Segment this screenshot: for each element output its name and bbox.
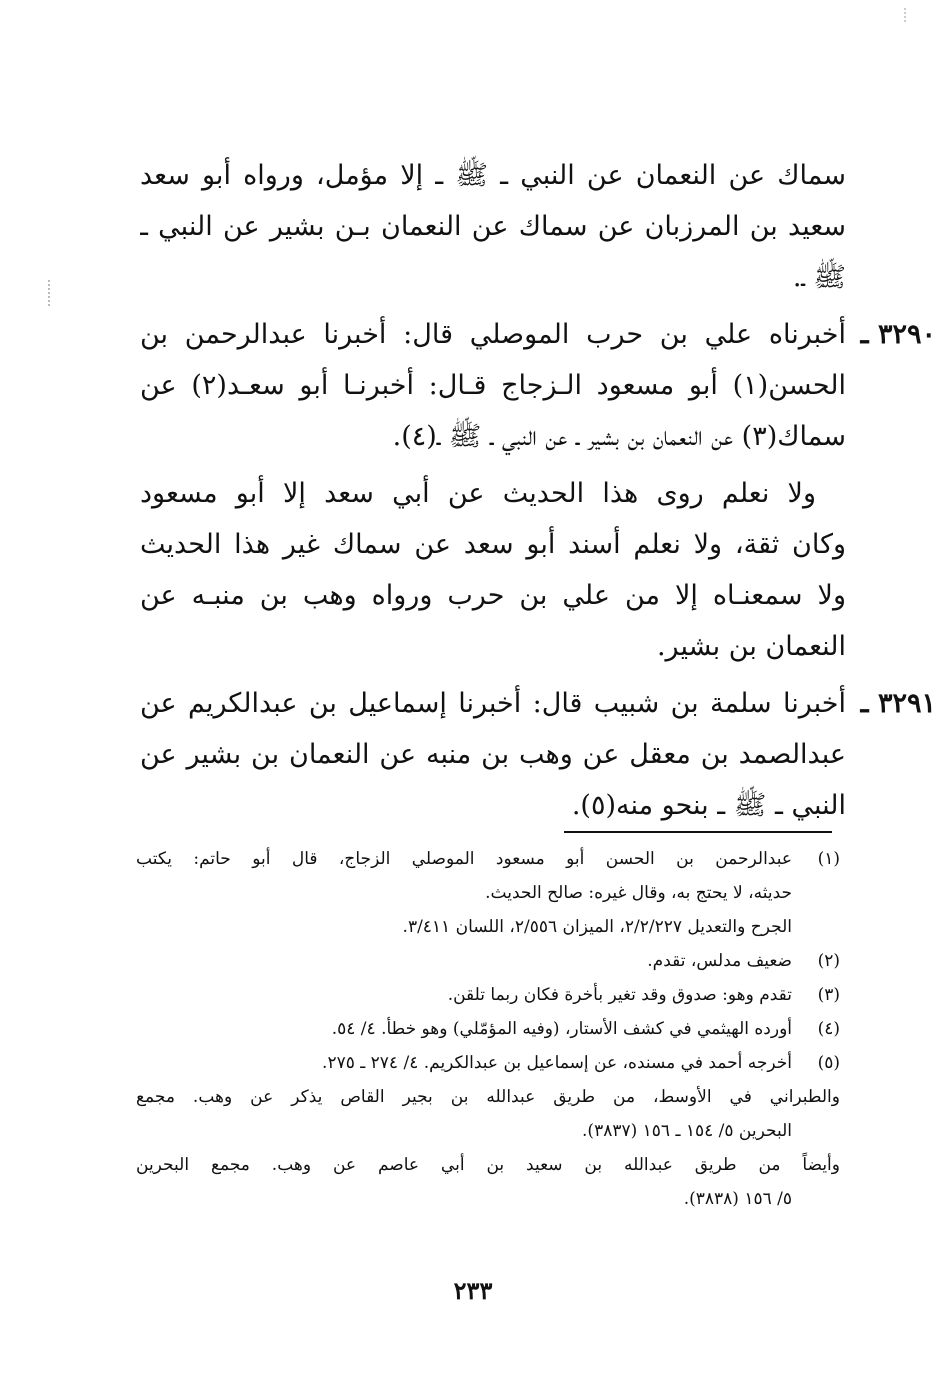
- text-line: ولا سمعنـاه إلا من علي بن حرب ورواه وهب بن منبـه عن: [140, 580, 846, 611]
- commentary-paragraph: [140, 468, 846, 672]
- hadith-entry-3291: [140, 678, 936, 831]
- footnote-line: ضعيف مدلس، تقدم.: [647, 951, 792, 971]
- footnote-divider: [564, 831, 832, 833]
- hadith-number: ٣٢٩٠ ـ: [860, 319, 936, 350]
- hadith-number: ٣٢٩١ ـ: [860, 688, 936, 719]
- hadith-entry-3290: [140, 309, 936, 462]
- text-line: النبي ـ ﷺ ـ بنحو منه(٥).: [571, 790, 846, 821]
- footnote-number: (١): [817, 849, 840, 869]
- footnote-2: [136, 944, 840, 978]
- footnote-line: حديثه، لا يحتج به، وقال غيره: صالح الحديث.: [485, 883, 792, 903]
- footnote-number: (٣): [817, 985, 840, 1005]
- footnote-number: (٢): [817, 951, 840, 971]
- intro-paragraph: [140, 150, 846, 303]
- footnote-line: والطبراني في الأوسط، من طريق عبدالله بن بجير القاص يذكر عن وهب. مجمع: [136, 1087, 840, 1107]
- text-line: النعمان بن بشير.: [656, 631, 846, 662]
- footnote-line: الجرح والتعديل ٢/٢/٢٢٧، الميزان ٢/٥٥٦، اللسان ٣/٤١١.: [402, 917, 792, 937]
- text-line: أخبرناه علي بن حرب الموصلي قال: أخبرنا عبدالرحمن بن: [140, 319, 846, 350]
- footnote-line: أورده الهيثمي في كشف الأستار، (وفيه المؤمّلي) وهو خطأ. ٤/ ٥٤.: [331, 1019, 792, 1039]
- text-line: سماك(٣) عن النعمان بن بشير ـ عن النبي ـ ﷺ ـ(٤).: [392, 421, 846, 452]
- footnote-5-continued: [136, 1080, 840, 1216]
- footnote-line: وأيضاً من طريق عبدالله بن سعيد بن أبي عاصم عن وهب. مجمع البحرين: [136, 1155, 840, 1175]
- text-line: ﷺ ـ.: [792, 262, 846, 293]
- page-number: ٢٣٣: [453, 1276, 493, 1305]
- text-line: أخبرنا سلمة بن شبيب قال: أخبرنا إسماعيل بن عبدالكريم عن: [140, 688, 846, 719]
- footnote-line: عبدالرحمن بن الحسن أبو مسعود الموصلي الزجاج، قال أبو حاتم: يكتب: [136, 849, 792, 869]
- footnote-4: [136, 1012, 840, 1046]
- footnote-3: [136, 978, 840, 1012]
- scan-mark: [904, 8, 908, 22]
- main-text: [140, 150, 936, 837]
- footnotes: [136, 842, 840, 1216]
- footnote-line: البحرين ٥/ ١٥٤ ـ ١٥٦ (٣٨٣٧).: [582, 1121, 792, 1141]
- footnote-5: [136, 1046, 840, 1080]
- scan-mark: [48, 280, 52, 306]
- text-line: سماك عن النعمان عن النبي ـ ﷺ ـ إلا مؤمل، ورواه أبو سعد: [140, 160, 846, 191]
- footnote-line: تقدم وهو: صدوق وقد تغير بأخرة فكان ربما تلقن.: [447, 985, 792, 1005]
- footnote-number: (٥): [817, 1053, 840, 1073]
- text-line: سعيد بن المرزبان عن سماك عن النعمان بـن بشير عن النبي ـ: [140, 211, 846, 242]
- text-line: الحسن(١) أبو مسعود الـزجاج قـال: أخبرنـا أبو سعـد(٢) عن: [140, 370, 846, 401]
- footnote-1: [136, 842, 840, 944]
- text-line: وكان ثقة، ولا نعلم أسند أبو سعد عن سماك غير هذا الحديث: [140, 529, 846, 560]
- text-line: ولا نعلم روى هذا الحديث عن أبي سعد إلا أبو مسعود: [140, 478, 816, 509]
- text-line: عبدالصمد بن معقل عن وهب بن منبه عن النعمان بن بشير عن: [140, 739, 846, 770]
- footnote-number: (٤): [817, 1019, 840, 1039]
- footnote-line: أخرجه أحمد في مسنده، عن إسماعيل بن عبدالكريم. ٤/ ٢٧٤ ـ ٢٧٥.: [322, 1053, 792, 1073]
- footnote-line: ٥/ ١٥٦ (٣٨٣٨).: [683, 1189, 792, 1209]
